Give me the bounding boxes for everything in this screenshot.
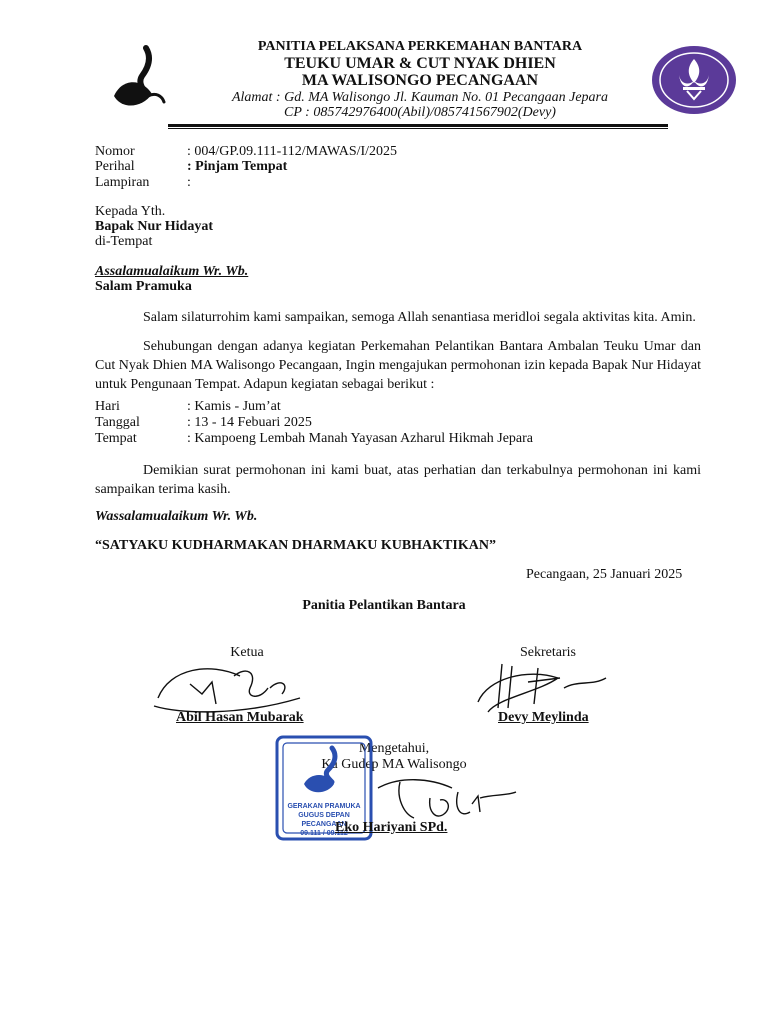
- paragraph-2: Sehubungan dengan adanya kegiatan Perkemahan Pelantikan Bantara Ambalan Teuku Umar dan Cut Nyak Dhien MA Walisongo Pecangaan, Ingin mengajukan permohonan izin kepada Bapak Nur Hidayat untuk Pengunaan Tempat. Adapun kegiatan sebagai berikut :: [95, 339, 701, 392]
- stamp-line3: PECANGAAN: [301, 821, 347, 828]
- tunas-logo: [108, 44, 168, 116]
- nomor-label: Nomor: [95, 144, 135, 159]
- stamp-line2: GUGUS DEPAN: [298, 812, 350, 819]
- stamp-line4: 09.111 / 09.112: [300, 830, 348, 837]
- stamp-line1: GERAKAN PRAMUKA: [287, 803, 361, 810]
- detail-label-tanggal: Tanggal: [95, 415, 140, 430]
- header-rule-thin: [168, 128, 668, 129]
- detail-value-hari: : Kamis - Jum’at: [187, 399, 281, 414]
- wassalam: Wassalamualaikum Wr. Wb.: [95, 509, 258, 524]
- nomor-value: : 004/GP.09.111-112/MAWAS/I/2025: [187, 144, 398, 159]
- motto: “SATYAKU KUDHARMAKAN DHARMAKU KUBHAKTIKAN”: [95, 538, 496, 553]
- perihal-label: Perihal: [95, 159, 135, 174]
- paragraph-3: Demikian surat permohonan ini kami buat, atas perhatian dan terkabulnya permohonan ini kami sampaikan terima kasih.: [95, 463, 701, 497]
- recipient-name: Bapak Nur Hidayat: [95, 219, 213, 234]
- perihal-value: : Pinjam Tempat: [187, 159, 288, 174]
- gudep-name: Eko Hariyani SPd.: [335, 820, 448, 835]
- header-rule-thick: [168, 124, 668, 127]
- scout-emblem: [651, 45, 737, 115]
- committee-title: Panitia Pelantikan Bantara: [302, 598, 466, 613]
- detail-value-tanggal: : 13 - 14 Febuari 2025: [187, 415, 312, 430]
- paragraph-1: Salam silaturrohim kami sampaikan, semoga Allah senantiasa meridloi segala aktivitas kita. Amin.: [143, 310, 696, 325]
- salam-pramuka: Salam Pramuka: [95, 279, 192, 294]
- header-contact: CP : 085742976400(Abil)/085741567902(Devy): [284, 105, 556, 120]
- salam-opening: Assalamualaikum Wr. Wb.: [95, 264, 249, 279]
- detail-label-tempat: Tempat: [95, 431, 137, 446]
- detail-label-hari: Hari: [95, 399, 120, 414]
- mengetahui: Mengetahui,: [358, 741, 430, 756]
- recipient-line3: di-Tempat: [95, 234, 153, 249]
- sekretaris-name: Devy Meylinda: [498, 710, 589, 725]
- recipient-line1: Kepada Yth.: [95, 204, 166, 219]
- gudep-signature: [370, 768, 520, 828]
- ketua-title: Ketua: [230, 645, 264, 660]
- header-line3: MA WALISONGO PECANGAAN: [301, 72, 539, 89]
- header-address: Alamat : Gd. MA Walisongo Jl. Kauman No. 01 Pecangaan Jepara: [231, 90, 609, 105]
- ketua-name: Abil Hasan Mubarak: [176, 710, 304, 725]
- header-line2: TEUKU UMAR & CUT NYAK DHIEN: [284, 55, 556, 72]
- detail-value-tempat: : Kampoeng Lembah Manah Yayasan Azharul Hikmah Jepara: [187, 431, 534, 446]
- lampiran-label: Lampiran: [95, 175, 150, 190]
- header-line1: PANITIA PELAKSANA PERKEMAHAN BANTARA: [257, 39, 583, 54]
- lampiran-value: :: [187, 175, 191, 190]
- place-date: Pecangaan, 25 Januari 2025: [526, 567, 683, 582]
- sekretaris-title: Sekretaris: [520, 645, 576, 660]
- gudep-title: Ka Gudep MA Walisongo: [321, 757, 467, 772]
